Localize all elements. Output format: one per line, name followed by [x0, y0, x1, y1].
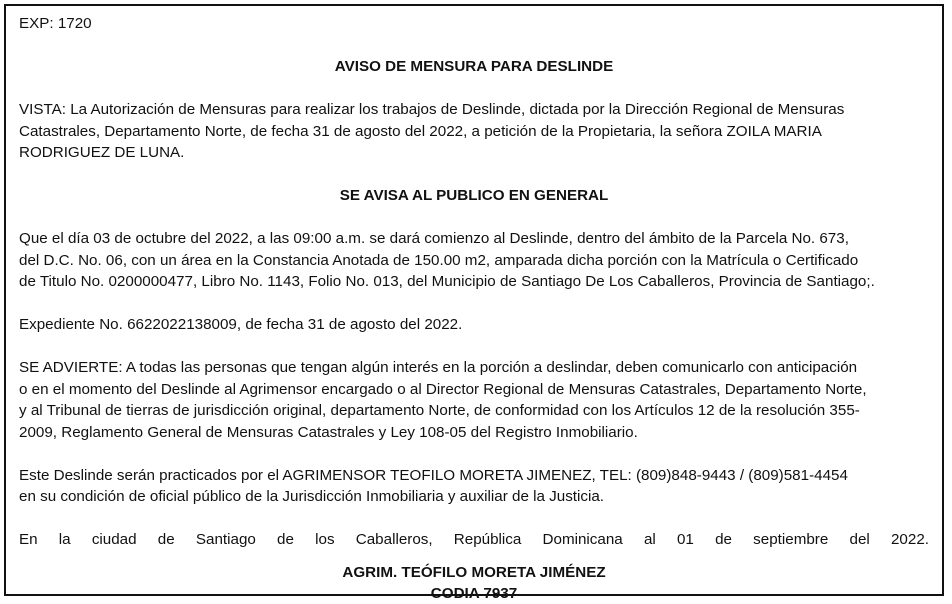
notice-body: [19, 13, 929, 604]
advertencia-line-1: SE ADVIERTE: A todas las personas que tengan algún interés en la porción a deslindar, deben comunicarlo con anticipación: [19, 359, 858, 376]
aviso-line-3: de Titulo No. 0200000477, Libro No. 1143, Folio No. 013, del Municipio de Santiago De Los Caballeros, Provincia de Santiago;.: [19, 273, 875, 290]
advertencia-line-4: 2009, Reglamento General de Mensuras Catastrales y Ley 108-05 del Registro Inmobiliario.: [19, 423, 638, 441]
aviso-line-2: del D.C. No. 06, con un área en la Constancia Anotada de 150.00 m2, amparada dicha porción con la Matrícula o Certificado: [19, 251, 859, 269]
aviso-paragraph: [19, 228, 929, 293]
advertencia-line-3: y al Tribunal de tierras de jurisdicción original, departamento Norte, de conformidad con los Artículos 12 de la resolución 355-: [19, 402, 860, 419]
legal-notice: [4, 4, 944, 602]
practica-paragraph: [19, 465, 929, 508]
vista-line-2: Catastrales, Departamento Norte, de fecha 31 de agosto del 2022, a petición de la Propietaria, la señora ZOILA MARIA: [19, 122, 822, 140]
advertencia-line-2: o en el momento del Deslinde al Agrimensor encargado o al Director Regional de Mensuras Catastrales, Departamento Norte,: [19, 380, 867, 398]
advertencia-paragraph: [19, 357, 929, 443]
signature-block: [19, 562, 929, 604]
practica-line-2: en su condición de oficial público de la Jurisdicción Inmobiliaria y auxiliar de la Justicia.: [19, 488, 605, 505]
expediente-paragraph: Expediente No. 6622022138009, de fecha 31 de agosto del 2022.: [19, 316, 463, 333]
practica-line-1: Este Deslinde serán practicados por el AGRIMENSOR TEOFILO MORETA JIMENEZ, TEL: (809)848-9443 / (809)581-4454: [19, 466, 848, 484]
aviso-line-1: Que el día 03 de octubre del 2022, a las 09:00 a.m. se dará comienzo al Deslinde, dentro del ámbito de la Parcela No. 673,: [19, 230, 849, 247]
expediente-reference: EXP: 1720: [19, 15, 92, 32]
notice-title: AVISO DE MENSURA PARA DESLINDE: [334, 58, 614, 75]
vista-line-3: RODRIGUEZ DE LUNA.: [19, 144, 185, 161]
place-date-line: En la ciudad de Santiago de los Caballeros, República Dominicana al 01 de septiembre del 2022.: [19, 531, 929, 548]
signature-codia: CODIA 7937: [430, 584, 518, 602]
signature-name: AGRIM. TEÓFILO MORETA JIMÉNEZ: [342, 563, 606, 581]
vista-line-1: VISTA: La Autorización de Mensuras para realizar los trabajos de Deslinde, dictada por la Dirección Regional de Mensuras: [19, 101, 845, 118]
notice-subtitle: SE AVISA AL PUBLICO EN GENERAL: [339, 187, 609, 204]
vista-paragraph: [19, 99, 929, 164]
